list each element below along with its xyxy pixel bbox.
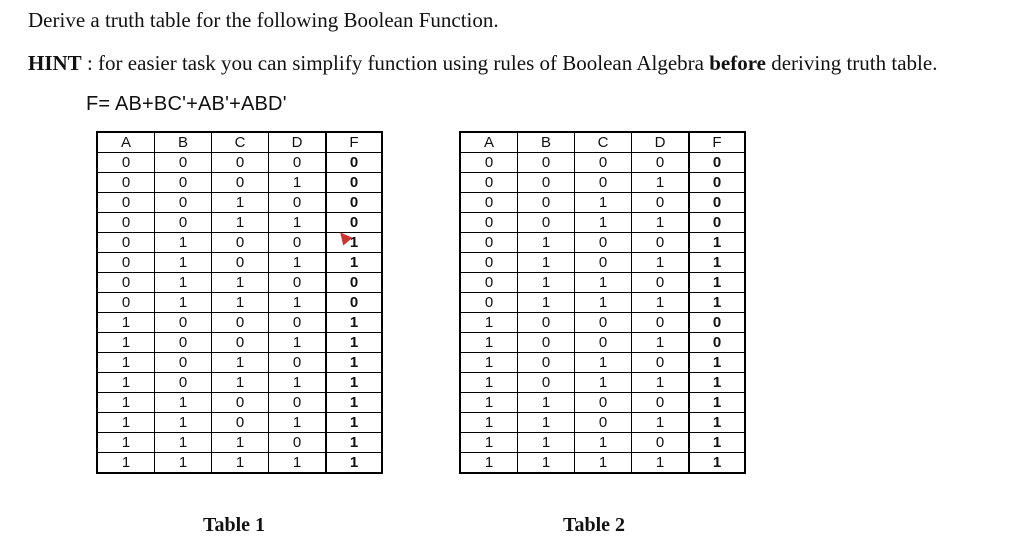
input-cell: 1 bbox=[575, 213, 632, 233]
table-row bbox=[97, 453, 382, 474]
output-cell: 0 bbox=[326, 173, 382, 193]
input-cell: 1 bbox=[155, 233, 212, 253]
column-header: A bbox=[97, 132, 155, 153]
input-cell: 0 bbox=[632, 313, 690, 333]
input-cell: 1 bbox=[518, 453, 575, 474]
table-row bbox=[460, 393, 745, 413]
input-cell: 0 bbox=[518, 373, 575, 393]
hint-body-start: : for easier task you can simplify function using rules of Boolean Algebra bbox=[81, 51, 710, 75]
input-cell: 0 bbox=[212, 253, 269, 273]
table-row bbox=[460, 193, 745, 213]
output-cell: 1 bbox=[326, 233, 382, 253]
input-cell: 1 bbox=[575, 433, 632, 453]
input-cell: 1 bbox=[269, 173, 327, 193]
input-cell: 1 bbox=[632, 333, 690, 353]
table-row bbox=[460, 453, 745, 474]
table-row bbox=[460, 273, 745, 293]
truth-table-2 bbox=[459, 131, 746, 474]
input-cell: 1 bbox=[460, 353, 518, 373]
input-cell: 0 bbox=[518, 313, 575, 333]
table-row bbox=[460, 373, 745, 393]
input-cell: 1 bbox=[575, 273, 632, 293]
truth-table-2-body bbox=[460, 132, 745, 473]
input-cell: 1 bbox=[212, 453, 269, 474]
input-cell: 1 bbox=[97, 433, 155, 453]
input-cell: 0 bbox=[97, 173, 155, 193]
input-cell: 1 bbox=[155, 253, 212, 273]
input-cell: 0 bbox=[97, 153, 155, 173]
output-cell: 1 bbox=[326, 433, 382, 453]
input-cell: 1 bbox=[575, 353, 632, 373]
input-cell: 0 bbox=[269, 273, 327, 293]
table-row bbox=[97, 413, 382, 433]
input-cell: 1 bbox=[575, 193, 632, 213]
input-cell: 0 bbox=[155, 373, 212, 393]
output-cell: 1 bbox=[689, 433, 745, 453]
input-cell: 1 bbox=[97, 413, 155, 433]
input-cell: 0 bbox=[155, 353, 212, 373]
table-row bbox=[97, 193, 382, 213]
input-cell: 1 bbox=[518, 233, 575, 253]
input-cell: 0 bbox=[97, 273, 155, 293]
input-cell: 1 bbox=[97, 313, 155, 333]
input-cell: 0 bbox=[155, 313, 212, 333]
output-cell: 0 bbox=[326, 273, 382, 293]
input-cell: 1 bbox=[575, 453, 632, 474]
table-row bbox=[460, 153, 745, 173]
input-cell: 1 bbox=[632, 173, 690, 193]
input-cell: 1 bbox=[269, 213, 327, 233]
input-cell: 0 bbox=[518, 353, 575, 373]
input-cell: 0 bbox=[575, 333, 632, 353]
input-cell: 0 bbox=[269, 153, 327, 173]
input-cell: 0 bbox=[97, 253, 155, 273]
input-cell: 0 bbox=[518, 213, 575, 233]
table-row bbox=[460, 173, 745, 193]
input-cell: 0 bbox=[155, 213, 212, 233]
output-cell: 0 bbox=[689, 173, 745, 193]
column-header: F bbox=[689, 132, 745, 153]
column-header: B bbox=[155, 132, 212, 153]
table-header-row bbox=[97, 132, 382, 153]
table-row bbox=[460, 253, 745, 273]
table-row bbox=[97, 373, 382, 393]
input-cell: 0 bbox=[632, 153, 690, 173]
input-cell: 0 bbox=[269, 353, 327, 373]
input-cell: 0 bbox=[632, 433, 690, 453]
column-header: C bbox=[575, 132, 632, 153]
input-cell: 0 bbox=[632, 273, 690, 293]
input-cell: 1 bbox=[212, 193, 269, 213]
table-row bbox=[97, 393, 382, 413]
input-cell: 1 bbox=[632, 453, 690, 474]
column-header: D bbox=[269, 132, 327, 153]
input-cell: 1 bbox=[212, 213, 269, 233]
column-header: B bbox=[518, 132, 575, 153]
table-2-caption: Table 2 bbox=[563, 514, 626, 536]
table-row bbox=[460, 413, 745, 433]
input-cell: 0 bbox=[269, 313, 327, 333]
table-1-caption: Table 1 bbox=[203, 514, 266, 536]
table-header-row bbox=[460, 132, 745, 153]
output-cell: 1 bbox=[689, 353, 745, 373]
input-cell: 1 bbox=[97, 453, 155, 474]
input-cell: 1 bbox=[269, 293, 327, 313]
output-cell: 1 bbox=[326, 313, 382, 333]
input-cell: 0 bbox=[575, 173, 632, 193]
input-cell: 0 bbox=[97, 213, 155, 233]
input-cell: 0 bbox=[632, 233, 690, 253]
table-row bbox=[97, 253, 382, 273]
table-row bbox=[97, 333, 382, 353]
table-row bbox=[97, 433, 382, 453]
output-cell: 1 bbox=[689, 273, 745, 293]
input-cell: 0 bbox=[212, 313, 269, 333]
input-cell: 0 bbox=[155, 333, 212, 353]
input-cell: 1 bbox=[632, 213, 690, 233]
output-cell: 1 bbox=[689, 393, 745, 413]
output-cell: 1 bbox=[326, 333, 382, 353]
input-cell: 0 bbox=[575, 233, 632, 253]
column-header: D bbox=[632, 132, 690, 153]
output-cell: 1 bbox=[326, 253, 382, 273]
table-row bbox=[97, 153, 382, 173]
output-cell: 0 bbox=[326, 153, 382, 173]
hint-body-end: deriving truth table. bbox=[765, 51, 938, 75]
input-cell: 1 bbox=[518, 413, 575, 433]
input-cell: 1 bbox=[518, 273, 575, 293]
output-cell: 1 bbox=[326, 393, 382, 413]
input-cell: 1 bbox=[518, 253, 575, 273]
input-cell: 0 bbox=[575, 313, 632, 333]
table-row bbox=[460, 433, 745, 453]
output-cell: 1 bbox=[689, 233, 745, 253]
input-cell: 0 bbox=[155, 153, 212, 173]
input-cell: 0 bbox=[460, 173, 518, 193]
truth-table-1 bbox=[96, 131, 383, 474]
input-cell: 1 bbox=[155, 433, 212, 453]
input-cell: 0 bbox=[155, 173, 212, 193]
input-cell: 0 bbox=[575, 393, 632, 413]
input-cell: 0 bbox=[269, 193, 327, 213]
table-row bbox=[97, 273, 382, 293]
input-cell: 0 bbox=[460, 273, 518, 293]
input-cell: 0 bbox=[518, 333, 575, 353]
input-cell: 1 bbox=[460, 453, 518, 474]
input-cell: 1 bbox=[155, 453, 212, 474]
input-cell: 1 bbox=[155, 273, 212, 293]
input-cell: 1 bbox=[97, 333, 155, 353]
table-row bbox=[97, 353, 382, 373]
input-cell: 1 bbox=[460, 333, 518, 353]
input-cell: 0 bbox=[460, 293, 518, 313]
input-cell: 1 bbox=[97, 353, 155, 373]
output-cell: 1 bbox=[326, 353, 382, 373]
input-cell: 1 bbox=[155, 293, 212, 313]
input-cell: 0 bbox=[632, 353, 690, 373]
input-cell: 1 bbox=[575, 293, 632, 313]
output-cell: 0 bbox=[689, 313, 745, 333]
truth-table-1-body bbox=[97, 132, 382, 473]
input-cell: 0 bbox=[97, 193, 155, 213]
input-cell: 0 bbox=[269, 233, 327, 253]
output-cell: 1 bbox=[689, 453, 745, 474]
output-cell: 1 bbox=[689, 373, 745, 393]
output-cell: 0 bbox=[689, 213, 745, 233]
output-cell: 0 bbox=[326, 193, 382, 213]
hint-text bbox=[28, 51, 937, 76]
output-cell: 1 bbox=[689, 253, 745, 273]
input-cell: 1 bbox=[460, 393, 518, 413]
input-cell: 1 bbox=[212, 353, 269, 373]
table-row bbox=[460, 293, 745, 313]
hint-emphasis: before bbox=[709, 51, 766, 75]
table-row bbox=[97, 293, 382, 313]
input-cell: 1 bbox=[518, 393, 575, 413]
column-header: A bbox=[460, 132, 518, 153]
input-cell: 1 bbox=[97, 393, 155, 413]
input-cell: 0 bbox=[575, 153, 632, 173]
input-cell: 0 bbox=[212, 333, 269, 353]
input-cell: 1 bbox=[518, 293, 575, 313]
input-cell: 0 bbox=[460, 153, 518, 173]
input-cell: 0 bbox=[212, 233, 269, 253]
table-row bbox=[97, 173, 382, 193]
input-cell: 0 bbox=[97, 233, 155, 253]
input-cell: 1 bbox=[212, 293, 269, 313]
input-cell: 0 bbox=[518, 173, 575, 193]
output-cell: 0 bbox=[326, 293, 382, 313]
hint-label: HINT bbox=[28, 51, 82, 75]
input-cell: 0 bbox=[97, 293, 155, 313]
column-header: C bbox=[212, 132, 269, 153]
output-cell: 0 bbox=[689, 193, 745, 213]
table-row bbox=[460, 313, 745, 333]
input-cell: 1 bbox=[155, 413, 212, 433]
input-cell: 1 bbox=[518, 433, 575, 453]
input-cell: 0 bbox=[212, 153, 269, 173]
input-cell: 0 bbox=[575, 253, 632, 273]
input-cell: 1 bbox=[269, 253, 327, 273]
output-cell: 1 bbox=[326, 413, 382, 433]
input-cell: 0 bbox=[460, 213, 518, 233]
input-cell: 1 bbox=[269, 373, 327, 393]
input-cell: 1 bbox=[575, 373, 632, 393]
input-cell: 0 bbox=[155, 193, 212, 213]
table-row bbox=[460, 233, 745, 253]
output-cell: 1 bbox=[689, 413, 745, 433]
input-cell: 1 bbox=[155, 393, 212, 413]
input-cell: 1 bbox=[632, 293, 690, 313]
input-cell: 0 bbox=[460, 253, 518, 273]
input-cell: 0 bbox=[460, 233, 518, 253]
input-cell: 1 bbox=[632, 413, 690, 433]
input-cell: 0 bbox=[212, 393, 269, 413]
instruction-text: Derive a truth table for the following Boolean Function. bbox=[28, 8, 499, 32]
output-cell: 0 bbox=[326, 213, 382, 233]
input-cell: 0 bbox=[632, 393, 690, 413]
input-cell: 0 bbox=[269, 393, 327, 413]
input-cell: 1 bbox=[632, 253, 690, 273]
input-cell: 1 bbox=[460, 433, 518, 453]
input-cell: 1 bbox=[460, 313, 518, 333]
input-cell: 0 bbox=[518, 153, 575, 173]
input-cell: 1 bbox=[269, 453, 327, 474]
input-cell: 0 bbox=[212, 413, 269, 433]
input-cell: 1 bbox=[269, 413, 327, 433]
table-row bbox=[97, 313, 382, 333]
input-cell: 0 bbox=[575, 413, 632, 433]
input-cell: 0 bbox=[632, 193, 690, 213]
output-cell: 1 bbox=[326, 453, 382, 474]
input-cell: 1 bbox=[269, 333, 327, 353]
output-cell: 1 bbox=[689, 293, 745, 313]
table-row bbox=[460, 213, 745, 233]
output-cell: 0 bbox=[689, 333, 745, 353]
input-cell: 1 bbox=[460, 373, 518, 393]
input-cell: 0 bbox=[212, 173, 269, 193]
table-row bbox=[97, 213, 382, 233]
input-cell: 1 bbox=[632, 373, 690, 393]
input-cell: 1 bbox=[212, 433, 269, 453]
boolean-function: F= AB+BC'+AB'+ABD' bbox=[86, 93, 287, 115]
input-cell: 0 bbox=[269, 433, 327, 453]
input-cell: 0 bbox=[518, 193, 575, 213]
table-row bbox=[460, 353, 745, 373]
output-cell: 0 bbox=[689, 153, 745, 173]
output-cell: 1 bbox=[326, 373, 382, 393]
column-header: F bbox=[326, 132, 382, 153]
input-cell: 0 bbox=[460, 193, 518, 213]
input-cell: 1 bbox=[212, 273, 269, 293]
input-cell: 1 bbox=[212, 373, 269, 393]
table-row bbox=[460, 333, 745, 353]
input-cell: 1 bbox=[460, 413, 518, 433]
input-cell: 1 bbox=[97, 373, 155, 393]
